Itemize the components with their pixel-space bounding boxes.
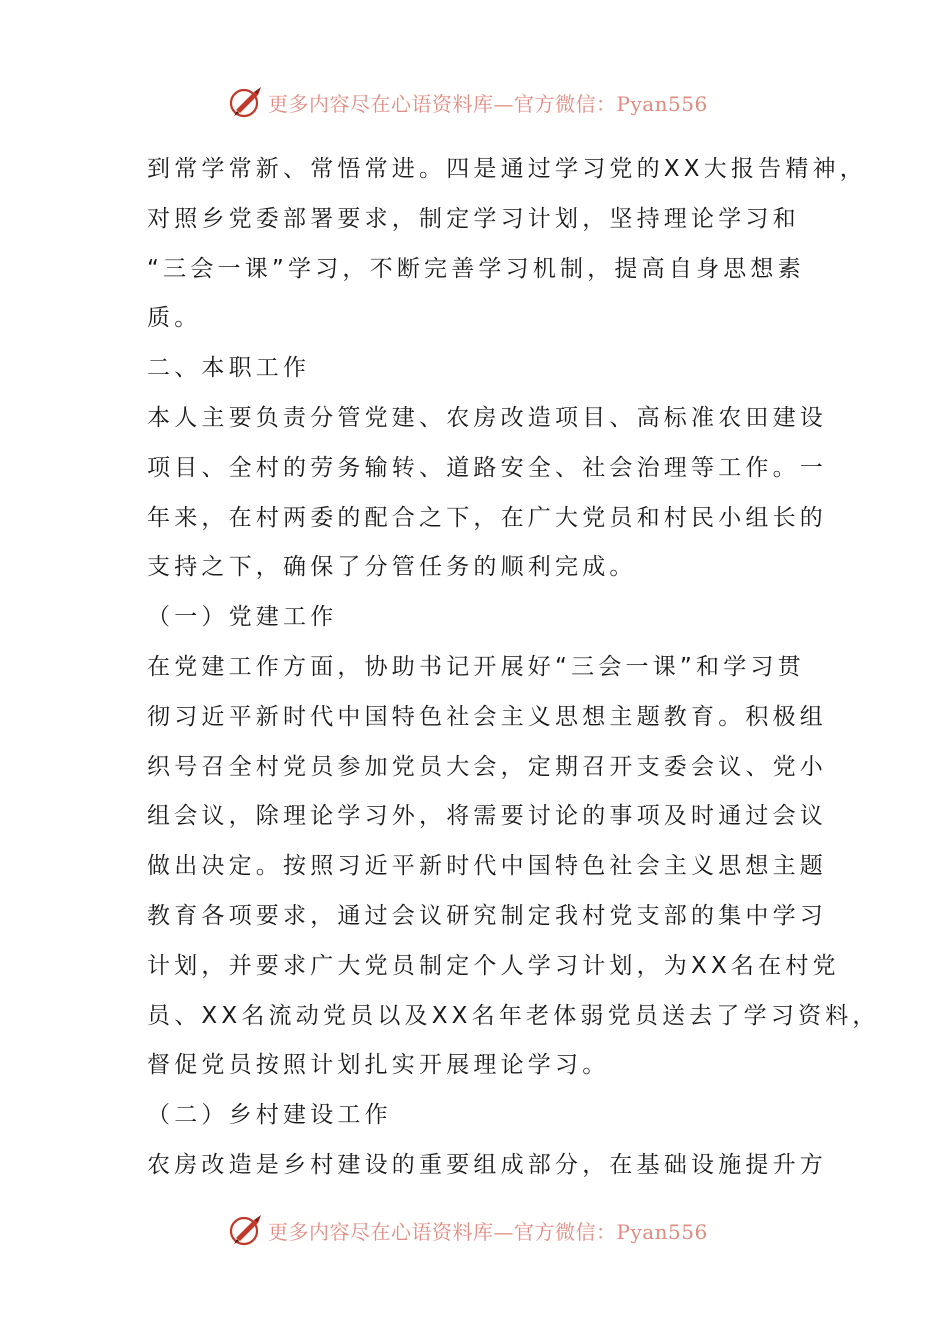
paragraph-line: 年来，在村两委的配合之下，在广大党员和村民小组长的 (147, 504, 827, 531)
document-body (147, 145, 880, 1191)
paragraph-line: 督促党员按照计划扎实开展理论学习。 (147, 1052, 610, 1079)
paragraph-line: 到常学常新、常悟常进。四是通过学习党的XX大报告精神， (147, 156, 867, 182)
paragraph-line: 农房改造是乡村建设的重要组成部分，在基础设施提升方 (147, 1151, 827, 1178)
paragraph-line: 组会议，除理论学习外，将需要讨论的事项及时通过会议 (147, 803, 827, 830)
subsection-heading: （一）党建工作 (147, 604, 338, 631)
pen-quill-logo-icon (228, 84, 264, 120)
paragraph-line: 计划，并要求广大党员制定个人学习计划，为XX名在村党 (147, 952, 840, 979)
footer-watermark-text: 更多内容尽在心语资料库—官方微信：Pyan556 (268, 1219, 708, 1244)
paragraph-line: 织号召全村党员参加党员大会，定期召开支委会议、党小 (147, 753, 827, 780)
subsection-heading: （二）乡村建设工作 (147, 1102, 392, 1129)
paragraph-line: 员、XX名流动党员以及XX名年老体弱党员送去了学习资料， (147, 1002, 880, 1029)
header-watermark-banner (228, 80, 708, 124)
pen-quill-logo-icon (228, 1212, 264, 1248)
paragraph-line: 在党建工作方面，协助书记开展好“三会一课”和学习贯 (147, 653, 805, 680)
paragraph-line: 对照乡党委部署要求，制定学习计划，坚持理论学习和 (147, 205, 800, 232)
paragraph-line: 做出决定。按照习近平新时代中国特色社会主义思想主题 (147, 853, 827, 880)
paragraph-line: 本人主要负责分管党建、农房改造项目、高标准农田建设 (147, 404, 827, 431)
paragraph-line: 质。 (147, 305, 202, 332)
header-watermark-text: 更多内容尽在心语资料库—官方微信：Pyan556 (268, 91, 708, 116)
paragraph-line: 项目、全村的劳务输转、道路安全、社会治理等工作。一 (147, 454, 827, 481)
paragraph-line: 支持之下，确保了分管任务的顺利完成。 (147, 554, 637, 581)
section-heading: 二、本职工作 (147, 355, 311, 382)
paragraph-line: 教育各项要求，通过会议研究制定我村党支部的集中学习 (147, 902, 827, 929)
footer-watermark-banner (228, 1208, 708, 1252)
paragraph-line: “三会一课”学习，不断完善学习机制，提高自身思想素 (147, 255, 805, 282)
paragraph-line: 彻习近平新时代中国特色社会主义思想主题教育。积极组 (147, 703, 827, 730)
